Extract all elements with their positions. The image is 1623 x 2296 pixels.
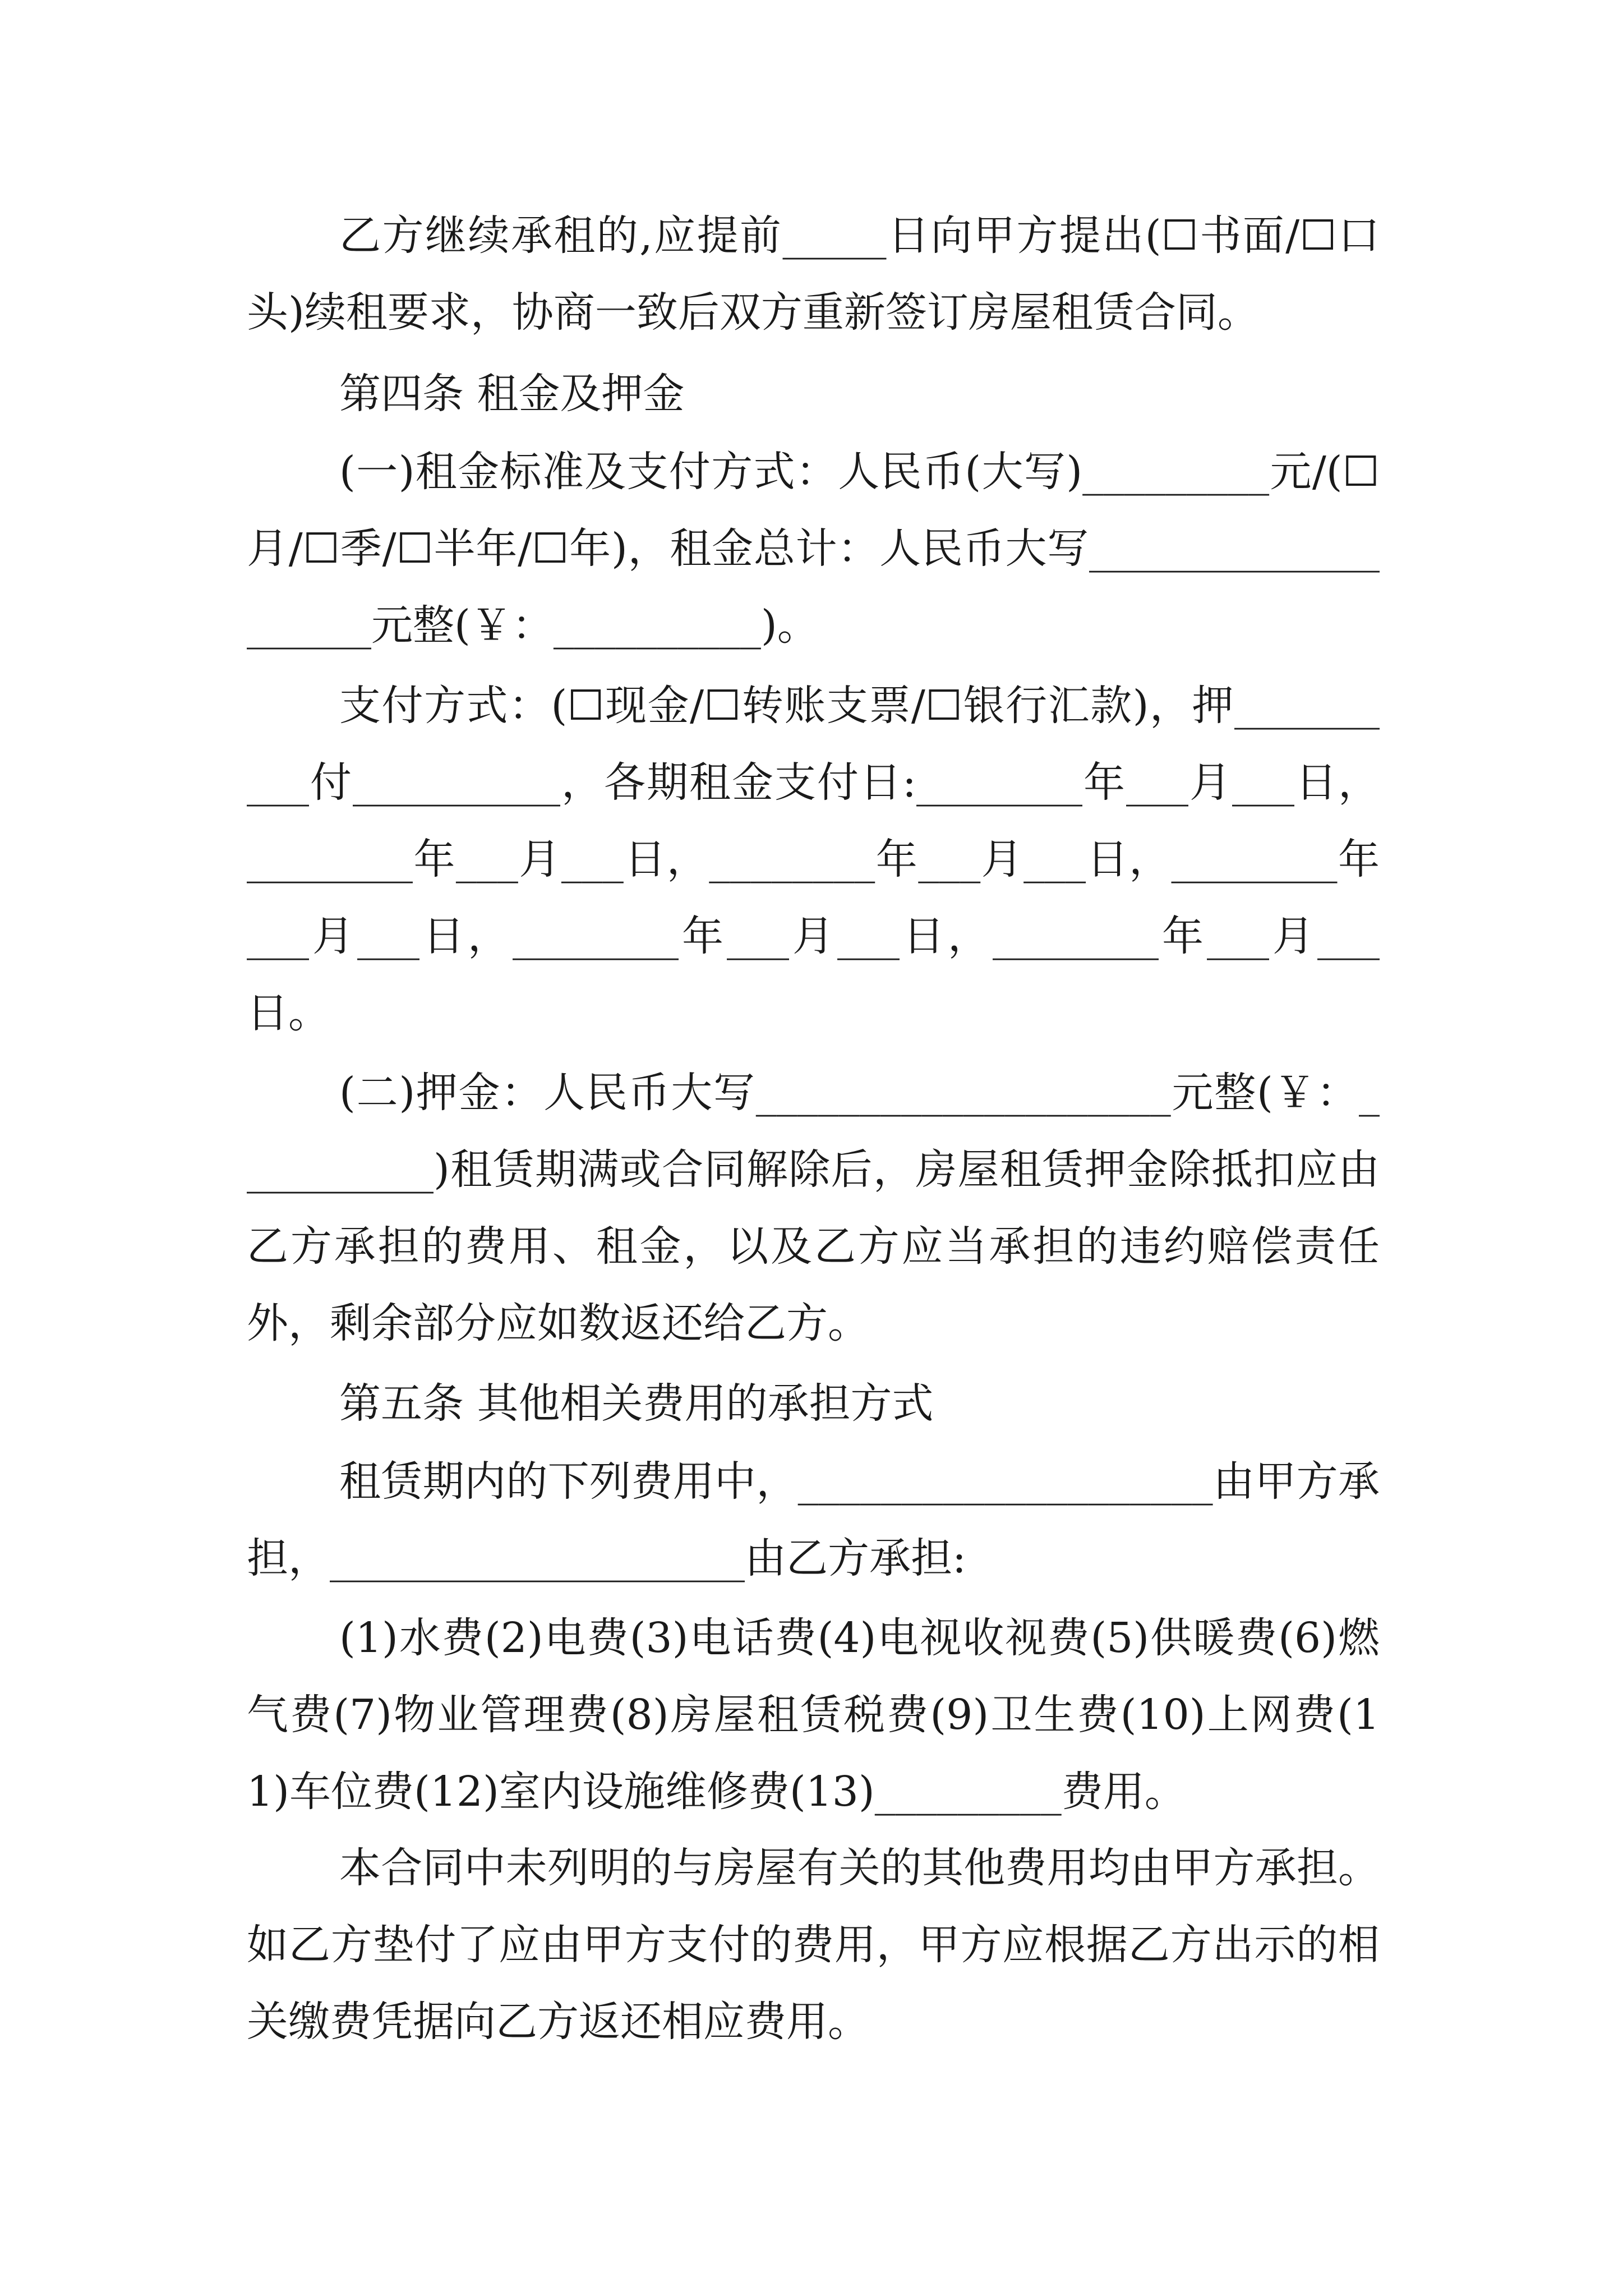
paragraph-deposit: (二)押金：人民币大写____________________元整(￥：__________)租赁期满或合同解除后，房屋租赁押金除抵扣应由乙方承担的费用、租金，以及乙方应当承担的违约赔偿责任外，剩余部分应如数返还给乙方。: [247, 1069, 1380, 1347]
paragraph-fee-list: (1)水费(2)电费(3)电话费(4)电视收视费(5)供暖费(6)燃气费(7)物业管理费(8)房屋租赁税费(9)卫生费(10)上网费(11)车位费(12)室内设施维修费(13)_________费用。: [247, 1614, 1380, 1816]
paragraph-fee-allocation: 租赁期内的下列费用中，____________________由甲方承担，____________________由乙方承担:: [247, 1457, 1380, 1582]
paragraph-renewal: 乙方继续承租的,应提前_____日向甲方提出(☐书面/☐口头)续租要求，协商一致后双方重新签订房屋租赁合同。: [247, 211, 1380, 337]
paragraph-rent-standard: (一)租金标准及支付方式：人民币(大写)_________元/(☐月/☐季/☐半年/☐年)，租金总计：人民币大写____________________元整(￥：__________)。: [247, 448, 1380, 650]
article-four-heading: 第四条 租金及押金: [339, 370, 685, 418]
paragraph-other-fees: 本合同中未列明的与房屋有关的其他费用均由甲方承担。如乙方垫付了应由甲方支付的费用，甲方应根据乙方出示的相关缴费凭据向乙方返还相应费用。: [247, 1844, 1380, 2046]
article-five-heading: 第五条 其他相关费用的承担方式: [339, 1379, 934, 1428]
paragraph-payment-method: 支付方式：(☐现金/☐转账支票/☐银行汇款)，押__________付__________，各期租金支付日:________年___月___日，________年___月___日，________年___月___日，________年___月___日，________年___月___日，________年___月___日。: [247, 682, 1380, 1037]
